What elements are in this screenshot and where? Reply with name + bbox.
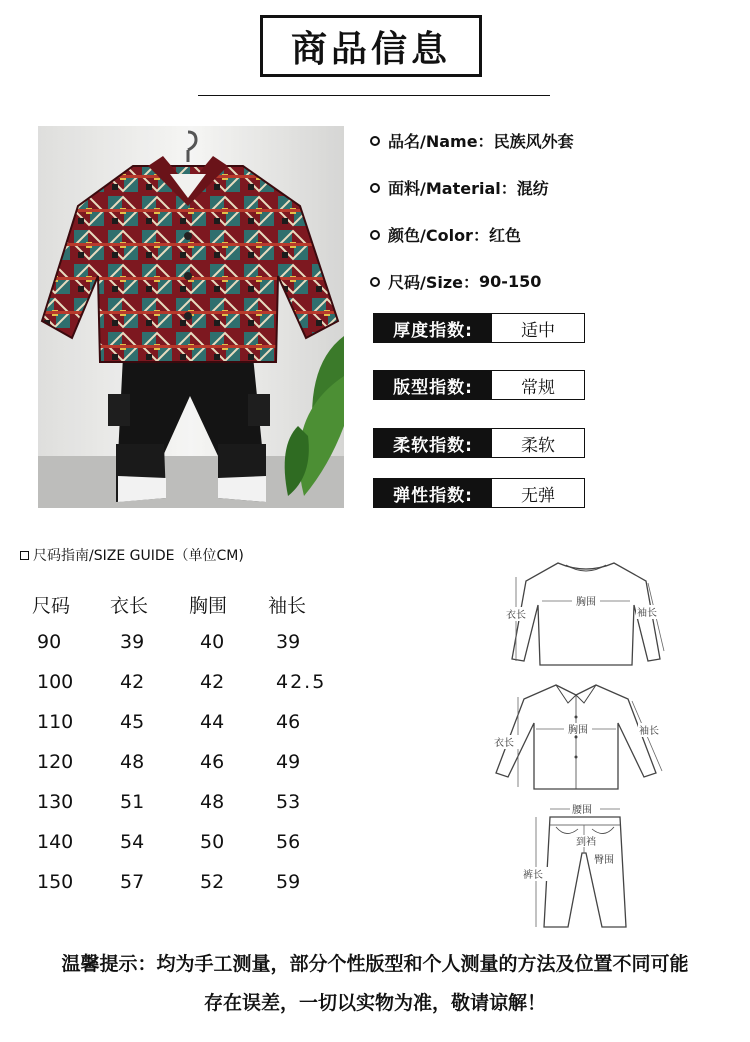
info-name	[370, 129, 574, 152]
softness-index-value: 柔软	[492, 429, 584, 457]
table-cell: 42	[200, 671, 225, 693]
table-cell: 42.5	[276, 671, 327, 693]
table-cell: 130	[37, 791, 74, 813]
info-size-value: 90-150	[479, 272, 542, 291]
table-cell: 59	[276, 871, 301, 893]
size-guide-heading	[20, 545, 244, 565]
size-column-header: 尺码	[32, 595, 71, 617]
table-cell: 39	[276, 631, 301, 653]
sleeve-column-header: 袖长	[268, 595, 307, 617]
size-guide-heading-text: 尺码指南/SIZE GUIDE（单位CM)	[33, 548, 244, 564]
fit-index-label: 版型指数:	[374, 371, 492, 399]
info-name-key: 品名/Name：	[388, 132, 494, 151]
pants-rise-label: 到裆	[576, 837, 596, 848]
sweater-length-label: 衣长	[506, 610, 526, 621]
table-cell: 52	[200, 871, 225, 893]
bullet-icon	[370, 277, 380, 287]
table-cell: 45	[120, 711, 145, 733]
fit-index-value: 常规	[492, 371, 584, 399]
table-cell: 53	[276, 791, 301, 813]
shirt-chest-label: 胸围	[568, 725, 588, 736]
table-cell: 46	[276, 711, 301, 733]
table-cell: 40	[200, 631, 225, 653]
sweater-chest-label: 胸围	[576, 597, 596, 608]
title-divider	[198, 95, 550, 96]
elasticity-index-label: 弹性指数:	[374, 479, 492, 507]
table-cell: 50	[200, 831, 225, 853]
info-material-key: 面料/Material：	[388, 179, 517, 198]
pants-length-label: 裤长	[523, 870, 543, 881]
info-material	[370, 176, 549, 199]
sweater-measure-diagram	[498, 555, 674, 673]
table-cell: 54	[120, 831, 145, 853]
note-line-1: 温馨提示：均为手工测量，部分个性版型和个人测量的方法及位置不同可能	[61, 953, 689, 975]
chest-column-header: 胸围	[189, 595, 228, 617]
thickness-index-label: 厚度指数:	[374, 314, 492, 342]
page-title	[260, 15, 482, 77]
table-cell: 39	[120, 631, 145, 653]
shirt-length-label: 衣长	[494, 738, 514, 749]
thickness-index	[373, 313, 585, 343]
sweater-sleeve-label: 袖长	[637, 608, 657, 619]
table-cell: 57	[120, 871, 145, 893]
bullet-icon	[370, 183, 380, 193]
softness-index	[373, 428, 585, 458]
info-size	[370, 270, 541, 293]
note-line-2: 存在误差，一切以实物为准，敬请谅解！	[203, 992, 546, 1014]
table-cell: 42	[120, 671, 145, 693]
shirt-sleeve-label: 袖长	[639, 726, 659, 737]
table-cell: 140	[37, 831, 74, 853]
table-cell: 49	[276, 751, 301, 773]
product-photo-illustration	[38, 126, 344, 508]
product-photo	[38, 126, 344, 508]
thickness-index-value: 适中	[492, 314, 584, 342]
length-column-header: 衣长	[110, 595, 149, 617]
table-cell: 44	[200, 711, 225, 733]
bullet-icon	[370, 136, 380, 146]
bullet-icon	[370, 230, 380, 240]
info-name-value: 民族风外套	[493, 132, 574, 151]
info-color	[370, 223, 521, 246]
elasticity-index	[373, 478, 585, 508]
table-cell: 51	[120, 791, 145, 813]
pants-waist-label: 腰围	[572, 805, 592, 816]
pants-hip-label: 臀围	[594, 855, 614, 866]
info-material-value: 混纺	[516, 179, 549, 198]
info-size-key: 尺码/Size：	[388, 273, 480, 292]
table-cell: 48	[200, 791, 225, 813]
table-cell: 56	[276, 831, 301, 853]
softness-index-label: 柔软指数:	[374, 429, 492, 457]
info-color-key: 颜色/Color：	[388, 226, 489, 245]
table-cell: 100	[37, 671, 74, 693]
table-cell: 110	[37, 711, 74, 733]
pants-measure-diagram	[508, 803, 648, 933]
info-color-value: 红色	[488, 226, 521, 245]
elasticity-index-value: 无弹	[492, 479, 584, 507]
page-title-text: 商品信息	[290, 28, 451, 70]
shirt-measure-diagram	[478, 677, 674, 795]
table-cell: 90	[37, 631, 62, 653]
table-cell: 46	[200, 751, 225, 773]
fit-index	[373, 370, 585, 400]
square-icon	[20, 551, 29, 560]
table-cell: 150	[37, 871, 74, 893]
table-cell: 48	[120, 751, 145, 773]
table-cell: 120	[37, 751, 74, 773]
